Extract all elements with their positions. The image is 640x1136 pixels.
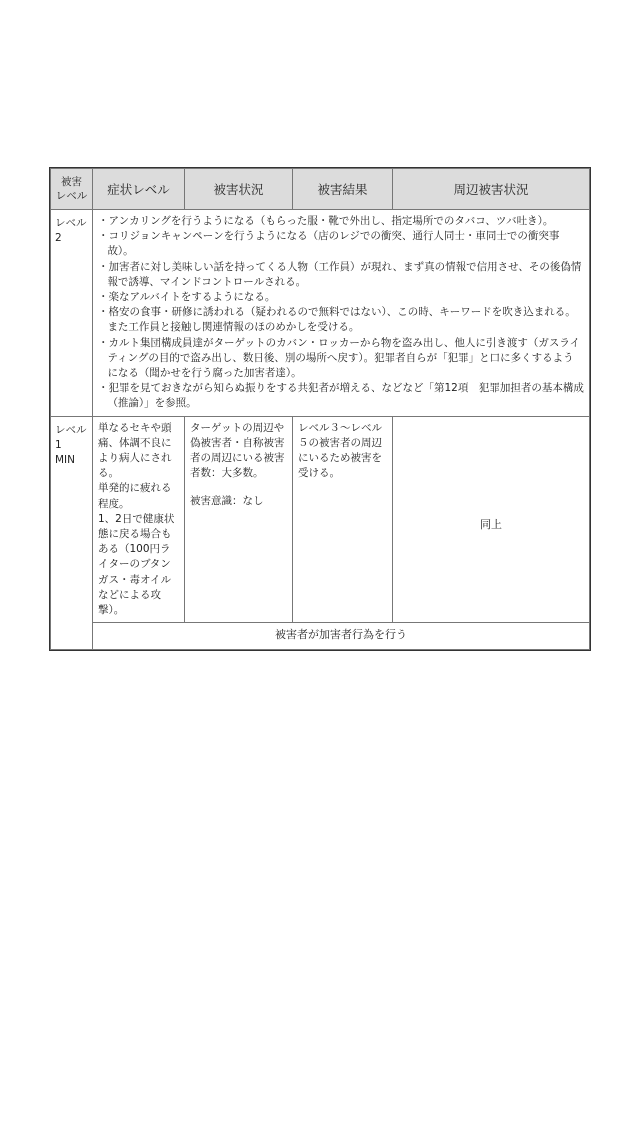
- level-1-surrounding: 同上: [393, 416, 590, 623]
- symptom-text: 単なるセキや頭痛、体調不良により病人にされる。: [98, 421, 172, 480]
- list-item: ・犯罪を見ておきながら知らぬ振りをする共犯者が増える、などなど「第12項 犯罪加担者の基本構成（推論）」を参照。: [98, 382, 584, 410]
- level-1-footer-note: 被害者が加害者行為を行う: [93, 623, 590, 650]
- list-item: ・アンカリングを行うようになる（もらった服・靴で外出し、指定場所でのタバコ、ツバ吐き）。: [98, 215, 554, 227]
- symptom-text: 1、2日で健康状態に戻る場合もある（100円ライターのブタンガス・毒オイルなどによる攻撃）。: [98, 512, 175, 617]
- header-damage-result: 被害結果: [293, 169, 393, 210]
- damage-awareness-text: 被害意識：なし: [190, 495, 264, 508]
- header-row: [51, 169, 590, 210]
- header-symptom-level: 症状レベル: [93, 169, 185, 210]
- header-surrounding-damage: 周辺被害状況: [393, 169, 590, 210]
- damage-status-text: ターゲットの周辺や偽被害者・自称被害者の周辺にいる被害者数：大多数。: [190, 421, 285, 480]
- table-row-level-2: [51, 210, 590, 417]
- list-item: ・コリジョンキャンペーンを行うようになる（店のレジでの衝突、通行人同士・車同士での衝突事故）。: [98, 230, 560, 258]
- level-1-damage-result: レベル３〜レベル５の被害者の周辺にいるため被害を受ける。: [293, 416, 393, 623]
- symptom-text: 単発的に疲れる程度。: [98, 482, 172, 510]
- level-2-label: レベル 2: [51, 210, 93, 417]
- list-item: ・加害者に対し美味しい話を持ってくる人物（工作員）が現れ、まず真の情報で信用させ、その後偽情報で誘導、マインドコントロールされる。: [98, 260, 582, 288]
- level-1-symptom: [93, 416, 185, 623]
- level-1-label: レベル 1 MIN: [51, 416, 93, 650]
- list-item: ・カルト集団構成員達がターゲットのカバン・ロッカーから物を盗み出し、他人に引き渡す（ガスライティングの目的で盗み出し、数日後、別の場所へ戻す）。犯罪者自らが「犯罪」と口に多くするようになる（聞かせを行う腐った加害者達）。: [98, 336, 581, 380]
- list-item: ・楽なアルバイトをするようになる。: [98, 291, 276, 304]
- table-row-level-1: [51, 416, 590, 623]
- header-damage-status: 被害状況: [185, 169, 293, 210]
- header-damage-level: 被害 レベル: [51, 169, 93, 210]
- level-2-description: [93, 210, 590, 417]
- level-1-damage-status: [185, 416, 293, 623]
- table-row-level-1-footer: [51, 623, 590, 650]
- list-item: ・格安の食事・研修に誘われる（疑われるので無料ではない）、この時、キーワードを吹き込まれる。また工作員と接触し関連情報のほのめかしを受ける。: [98, 306, 576, 334]
- damage-level-table: [49, 167, 591, 651]
